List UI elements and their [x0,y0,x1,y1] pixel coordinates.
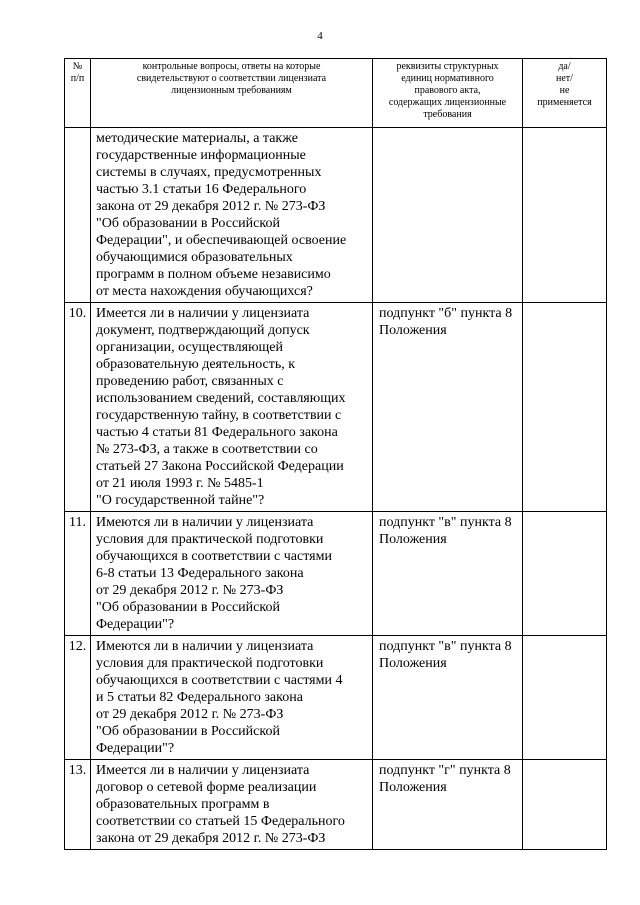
question-line: образовательных программ в [96,797,270,812]
header-reference-line: требования [423,109,472,120]
header-reference-line: правового акта, [414,85,481,96]
header-answer [523,59,607,128]
header-reference-line: содержащих лицензионные [388,97,507,108]
question-line: "Об образовании в Российской [96,600,280,615]
question-line: частью 3.1 статьи 16 Федерального [96,182,307,197]
question-line: от 29 декабря 2012 г. № 273-ФЗ [96,583,284,598]
answer-cell[interactable] [523,303,607,512]
question-line: документ, подтверждающий допуск [96,323,310,338]
answer-cell[interactable] [523,636,607,760]
row-number-cell: 12. [65,636,91,760]
question-line: Имеется ли в наличии у лицензиата [96,306,310,321]
reference-line: подпункт "в" пункта 8 [379,515,512,530]
header-question-line: лицензионным требованиям [171,85,292,96]
row-number-cell [65,128,91,303]
row-number-cell: 11. [65,512,91,636]
reference-cell [373,636,523,760]
question-line: от места нахождения обучающихся? [96,284,313,299]
question-cell [91,760,373,850]
question-line: соответствии со статьей 15 Федерального [96,814,345,829]
header-answer-line: не [559,85,570,96]
reference-cell [373,760,523,850]
question-line: Федерации"? [96,617,175,632]
license-checklist-table [64,58,607,850]
header-reference [373,59,523,128]
question-line: № 273-ФЗ, а также в соответствии со [96,442,318,457]
question-line: государственную тайну, в соответствии с [96,408,342,423]
question-line: договор о сетевой форме реализации [96,780,317,795]
answer-cell[interactable] [523,512,607,636]
question-line: государственные информационные [96,148,306,163]
row-number-cell: 10. [65,303,91,512]
question-line: "О государственной тайне"? [96,493,265,508]
question-line: Федерации"? [96,741,175,756]
header-question-line: свидетельствуют о соответствии лицензиата [136,73,327,84]
question-line: закона от 29 декабря 2012 г. № 273-ФЗ [96,831,326,846]
answer-cell[interactable] [523,760,607,850]
question-line: программ в полном объеме независимо [96,267,331,282]
table-row [65,636,607,760]
header-reference-line: реквизиты структурных [396,61,499,72]
header-question-line: контрольные вопросы, ответы на которые [142,61,321,72]
question-cell [91,303,373,512]
header-answer-line: применяется [537,97,592,108]
question-line: системы в случаях, предусмотренных [96,165,322,180]
question-line: условия для практической подготовки [96,532,324,547]
header-number-line: № [72,61,83,72]
table-row [65,303,607,512]
question-line: закона от 29 декабря 2012 г. № 273-ФЗ [96,199,326,214]
header-number-line: п/п [70,73,85,84]
question-line: использованием сведений, составляющих [96,391,346,406]
question-line: образовательную деятельность, к [96,357,296,372]
question-line: условия для практической подготовки [96,656,324,671]
reference-cell [373,303,523,512]
question-cell [91,128,373,303]
table-header-row [65,59,607,128]
question-line: частью 4 статьи 81 Федерального закона [96,425,338,440]
page-number: 4 [317,30,323,42]
table-row [65,128,607,303]
question-line: проведению работ, связанных с [96,374,284,389]
question-cell [91,512,373,636]
header-answer-line: да/ [558,61,571,72]
reference-cell [373,512,523,636]
question-line: обучающихся в соответствии с частями 4 [96,673,343,688]
question-line: обучающимися образовательных [96,250,293,265]
reference-line: Положения [379,656,447,671]
question-line: Федерации", и обеспечивающей освоение [96,233,347,248]
question-line: статьей 27 Закона Российской Федерации [96,459,344,474]
row-number-cell: 13. [65,760,91,850]
reference-line: подпункт "г" пункта 8 [379,763,511,778]
question-line: и 5 статьи 82 Федерального закона [96,690,303,705]
question-line: обучающихся в соответствии с частями [96,549,332,564]
question-line: Имеются ли в наличии у лицензиата [96,515,314,530]
reference-line: подпункт "б" пункта 8 [379,306,513,321]
reference-line: Положения [379,323,447,338]
reference-line: Положения [379,780,447,795]
answer-cell[interactable] [523,128,607,303]
header-question [91,59,373,128]
question-line: от 21 июля 1993 г. № 5485-1 [96,476,264,491]
header-number [65,59,91,128]
table-row [65,760,607,850]
question-line: методические материалы, а также [96,131,298,146]
question-line: "Об образовании в Российской [96,724,280,739]
reference-line: Положения [379,532,447,547]
header-reference-line: единиц нормативного [401,73,494,84]
question-line: организации, осуществляющей [96,340,284,355]
question-line: 6-8 статьи 13 Федерального закона [96,566,304,581]
question-line: "Об образовании в Российской [96,216,280,231]
question-line: от 29 декабря 2012 г. № 273-ФЗ [96,707,284,722]
table-row [65,512,607,636]
reference-cell [373,128,523,303]
reference-line: подпункт "в" пункта 8 [379,639,512,654]
question-cell [91,636,373,760]
question-line: Имеются ли в наличии у лицензиата [96,639,314,654]
question-line: Имеется ли в наличии у лицензиата [96,763,310,778]
header-answer-line: нет/ [556,73,573,84]
